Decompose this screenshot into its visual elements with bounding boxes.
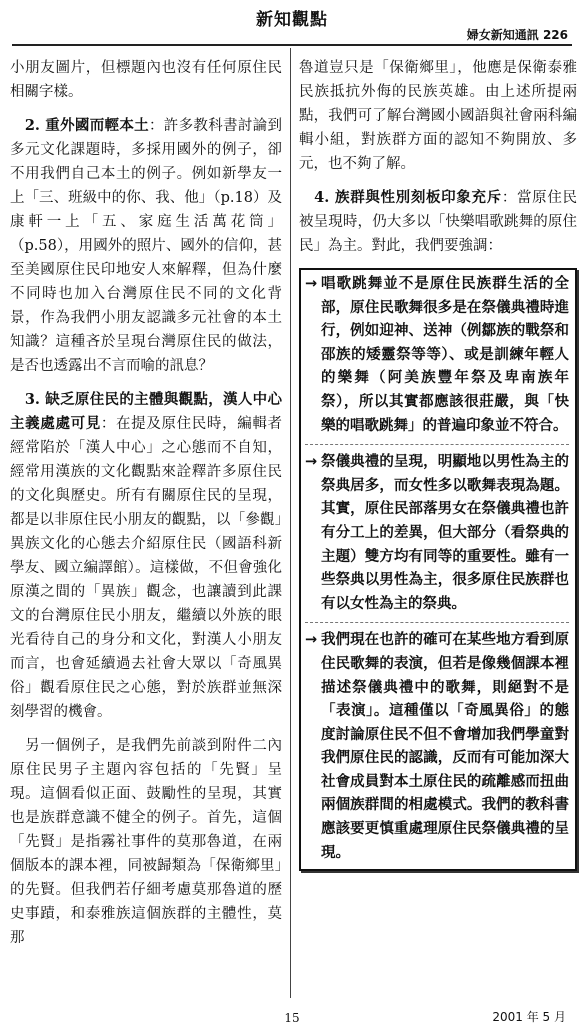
right-arrow-icon: → — [305, 454, 318, 471]
section-3-body: ：在提及原住民時，編輯者經常陷於「漢人中心」之心態而不自知，經常用漢族的文化觀點來詮釋許多原住民的文化與歷史。所有有關原住民的呈現，都是以非原住民小朋友的觀點，以「參觀」異族文化的心態去介紹原住民（國語科新學友、國立編譯館）。這樣做，不但會強化原漢之間的「異族」觀念，也讓讀到此課文的台灣原住民小朋友，繼續以外族的眼光看待自己的身分和文化，對漢人小朋友而言，也會延續過去社會大眾以「奇風異俗」觀看原住民之心態，對於族群並無深刻學習的機會。 — [10, 416, 283, 720]
page-number: 15 — [284, 1011, 300, 1025]
emphasis-item — [305, 622, 569, 865]
section-4-body: ：當原住民被呈現時，仍大多以「快樂唱歌跳舞的原住民」為主。對此，我們要強調： — [299, 190, 578, 254]
section-4-heading: 4. 族群與性別刻板印象充斥 — [314, 189, 502, 206]
emphasis-box — [299, 268, 577, 871]
column-divider — [290, 48, 291, 998]
section-2-body: ：許多教科書討論到多元文化課題時，多採用國外的例子，卻不用我們自己本土的例子。例如新學友一上「三、班級中的你、我、他」（p.18）及康軒一上「五、家庭生活萬花筒」（p.58），用國外的照片、國外的信仰，甚至美國原住民印地安人來解釋，但為什麼不同時也加入台灣原住民不同的文化背景，作為我們小朋友認識多元社會的本土知識？這種吝於呈現台灣原住民的做法，是否也透露出不言而喻的訊息？ — [10, 118, 282, 374]
left-paragraph-3 — [10, 388, 282, 724]
publication-date: 2001 年 5 月 — [492, 1010, 566, 1024]
page-header-title: 新知觀點 — [256, 10, 328, 30]
emphasis-item — [305, 444, 569, 616]
right-column — [299, 56, 577, 871]
left-paragraph-4 — [10, 734, 282, 950]
newsletter-issue: 婦女新知通訊 226 — [466, 28, 568, 42]
emphasis-item — [305, 273, 569, 438]
left-paragraph-2 — [10, 114, 282, 378]
section-2-heading: 2. 重外國而輕本土 — [24, 117, 149, 134]
right-paragraph-1: 魯道豈只是「保衛鄉里」，他應是保衛泰雅民族抵抗外侮的民族英雄。由上述所提兩點，我們可了解台灣國小國語與社會兩科編輯小組，對族群方面的認知不夠開放、多元，也不夠了解。 — [299, 60, 577, 172]
right-arrow-icon: → — [305, 632, 318, 649]
emphasis-item-text: 祭儀典禮的呈現，明顯地以男性為主的祭典居多，而女性多以歌舞表現為題。其實，原住民部落男女在祭儀典禮也許有分工上的差異，但大部分（看祭典的主題）雙方均有同等的重要性。雖有一些祭典以男性為主，很多原住民族群也有以女性為主的祭典。 — [321, 454, 569, 612]
left-column — [10, 56, 282, 960]
emphasis-item-text: 唱歌跳舞並不是原住民族群生活的全部，原住民歌舞很多是在祭儀典禮時進行，例如迎神、送神（例鄒族的戰祭和邵族的矮靈祭等等）、或是訓練年輕人的樂舞（阿美族豐年祭及卑南族年祭），所以其實都應該很莊嚴，與「快樂的唱歌跳舞」的普遍印象並不符合。 — [321, 276, 569, 434]
left-paragraph-1: 小朋友圖片，但標題內也沒有任何原住民相關字樣。 — [10, 60, 282, 100]
emphasis-item-text: 我們現在也許的確可在某些地方看到原住民歌舞的表演，但若是像幾個課本裡描述祭儀典禮中的歌舞，則絕對不是「表演」。這種僅以「奇風異俗」的態度討論原住民不但不會增加我們學童對我們原住民的認識，反而有可能加深大社會成員對本土原住民的疏離感而扭曲兩個族群間的相處模式。我們的教科書應該要更慎重處理原住民祭儀典禮的呈現。 — [321, 632, 569, 861]
right-paragraph-2 — [299, 186, 577, 258]
header-divider — [12, 44, 572, 46]
section-3-heading: 3. 缺乏原住民的主體與觀點，漢人中心主義處處可見 — [10, 391, 282, 432]
left-paragraph-4-text: 另一個例子，是我們先前談到附件二內原住民男子主題內容包括的「先賢」呈現。這個看似正面、鼓勵性的呈現，其實也是族群意識不健全的例子。首先，這個「先賢」是指霧社事件的莫那魯道，在兩個版本的課本裡，同被歸類為「保衛鄉里」的先賢。但我們若仔細考慮莫那魯道的歷史事蹟，和泰雅族這個族群的主體性，莫那 — [10, 738, 283, 946]
right-arrow-icon: → — [305, 276, 318, 292]
